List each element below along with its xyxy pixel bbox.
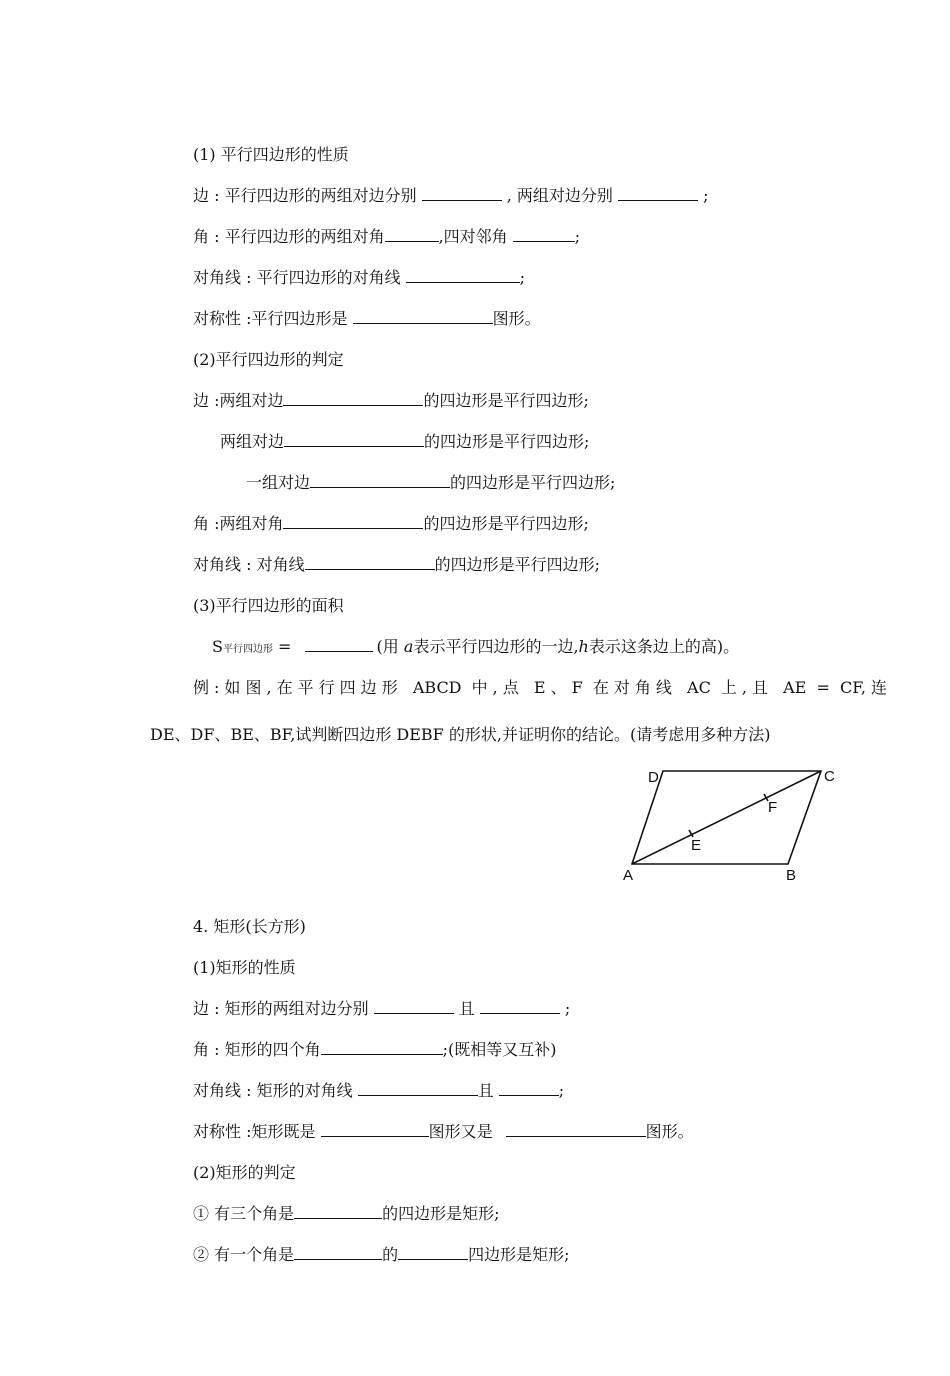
fill-blank[interactable] xyxy=(506,1121,646,1137)
label-e: E xyxy=(691,837,702,854)
example-line-1: 例:如图,在平行四边形 ABCD 中,点 E、F 在对角线 AC 上,且 AE = CF,连 xyxy=(193,678,887,697)
fill-blank[interactable] xyxy=(480,998,560,1014)
sec4-p1-title: (1)矩形的性质 xyxy=(193,958,296,977)
fill-blank[interactable] xyxy=(310,472,450,488)
fill-blank[interactable] xyxy=(283,513,423,529)
rect-angle-line: 角 : 矩形的四个角 ;(既相等又互补) xyxy=(193,1040,557,1059)
subscript: 平行四边形 xyxy=(222,644,273,655)
fill-blank[interactable] xyxy=(398,1244,468,1260)
parallelogram-figure xyxy=(615,765,845,885)
judge-side-line: 边 :两组对边 的四边形是平行四边形; xyxy=(193,391,589,410)
label-c: C xyxy=(824,768,835,785)
rect-judge-2: ② 有一个角是 的 四边形是矩形; xyxy=(193,1245,570,1264)
prop-symmetry-line: 对称性 :平行四边形是 图形。 xyxy=(193,309,541,328)
fill-blank[interactable] xyxy=(305,636,373,652)
judge-diagonal-line: 对角线 : 对角线 的四边形是平行四边形; xyxy=(193,555,600,574)
var-a: a xyxy=(403,637,414,656)
fill-blank[interactable] xyxy=(499,1080,559,1096)
fill-blank[interactable] xyxy=(358,1080,478,1096)
rect-side-line: 边 : 矩形的两组对边分别 且 ; xyxy=(193,999,571,1018)
fill-blank[interactable] xyxy=(294,1244,382,1260)
fill-blank[interactable] xyxy=(618,185,698,201)
rect-judge-1: ① 有三个角是 的四边形是矩形; xyxy=(193,1204,500,1223)
var-h: h xyxy=(578,637,589,656)
judge-angle-line: 角 :两组对角 的四边形是平行四边形; xyxy=(193,514,589,533)
judge-side-line-3: 一组对边 的四边形是平行四边形; xyxy=(246,473,616,492)
fill-blank[interactable] xyxy=(294,1203,382,1219)
area-formula-line: S平行四边形 = (用 a表示平行四边形的一边,h表示这条边上的高)。 xyxy=(212,637,740,656)
fill-blank[interactable] xyxy=(353,308,493,324)
fill-blank[interactable] xyxy=(321,1121,429,1137)
fill-blank[interactable] xyxy=(406,267,520,283)
p1-title: (1) 平行四边形的性质 xyxy=(193,145,349,164)
label-b: B xyxy=(786,867,797,884)
example-line-2: DE、DF、BE、BF,试判断四边形 DEBF 的形状,并证明你的结论。(请考虑用多种方法) xyxy=(150,725,771,744)
sec4-heading: 4. 矩形(长方形) xyxy=(193,917,306,936)
p3-title: (3)平行四边形的面积 xyxy=(193,596,344,615)
fill-blank[interactable] xyxy=(284,431,424,447)
label-a: A xyxy=(623,867,634,884)
sec4-p2-title: (2)矩形的判定 xyxy=(193,1163,296,1182)
prop-angle-line: 角 : 平行四边形的两组对角 ,四对邻角 ; xyxy=(193,227,581,246)
fill-blank[interactable] xyxy=(283,390,423,406)
fill-blank[interactable] xyxy=(321,1039,443,1055)
fill-blank[interactable] xyxy=(422,185,502,201)
rect-symmetry-line: 对称性 :矩形既是 图形又是 图形。 xyxy=(193,1122,694,1141)
fill-blank[interactable] xyxy=(513,226,575,242)
label-d: D xyxy=(648,769,659,786)
rect-diagonal-line: 对角线 : 矩形的对角线 且 ; xyxy=(193,1081,565,1100)
fill-blank[interactable] xyxy=(305,554,435,570)
prop-side-line: 边 : 平行四边形的两组对边分别 , 两组对边分别 ; xyxy=(193,186,709,205)
prop-diagonal-line: 对角线 : 平行四边形的对角线 ; xyxy=(193,268,526,287)
judge-side-line-2: 两组对边 的四边形是平行四边形; xyxy=(220,432,590,451)
fill-blank[interactable] xyxy=(374,998,454,1014)
fill-blank[interactable] xyxy=(385,226,439,242)
label-f: F xyxy=(768,799,778,816)
p2-title: (2)平行四边形的判定 xyxy=(193,350,344,369)
